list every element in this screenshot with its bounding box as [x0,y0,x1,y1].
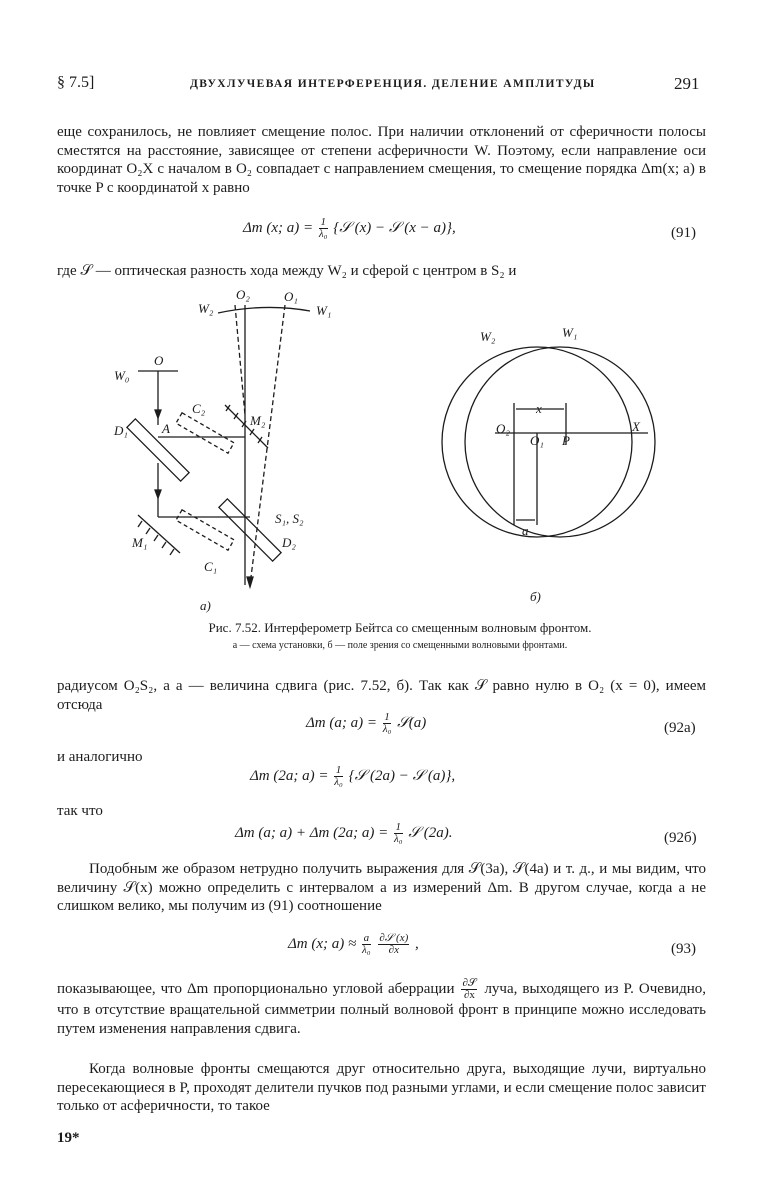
eq91-rhs: {𝒮 (x) − 𝒮 (x − a)}, [333,219,456,236]
equation-92-middle [250,765,455,788]
eq92a-fraction [383,712,392,735]
figure-caption: Рис. 7.52. Интерферометр Бейтса со смещенным волновым фронтом. [208,620,592,635]
paragraph-6: Подобным же образом нетрудно получить выражения для 𝒮(3a), 𝒮(4a) и т. д., и мы видим, что величину 𝒮(x) можно определить с интервалом a из измерений Δm. В другом случае, когда a не слишком велико, мы получим из (91) соотношение [57,861,706,915]
eq91-frac-den: λ₀ [318,228,328,240]
eq93-tail: , [415,935,419,952]
panel-b-label: б) [530,589,541,604]
running-title: ДВУХЛУЧЕВАЯ ИНТЕРФЕРЕНЦИЯ. ДЕЛЕНИЕ АМПЛИТУДЫ [190,78,596,90]
label-w0: W₀ [114,368,130,383]
paragraph-8: Когда волновые фронты смещаются друг относительно друга, выходящие лучи, виртуально пересекающиеся в P, проходят делители пучков под разными углами, и если смещение полос зависит только от асферичности, то такое [57,1061,706,1115]
compensator-c1 [176,510,234,550]
eq92mid-lhs: Δm (2a; a) = [250,767,329,784]
p7-frac-den: ∂x [463,989,475,1001]
paragraph-2: где 𝒮 — оптическая разность хода между W₂ и сферой с центром в S₂ и [57,263,517,279]
eq92a-frac-num: 1 [384,711,390,723]
page-number: 291 [674,74,700,93]
eq92mid-rhs: {𝒮 (2a) − 𝒮 (a)}, [348,767,456,784]
section-number: § 7.5] [57,74,95,91]
label-w1: W₁ [316,303,332,318]
beam-splitter-d2 [219,499,281,561]
eq92a-lhs: Δm (a; a) = [306,714,377,731]
eq93-frac-num: a [363,932,370,944]
eq93-fraction-2 [378,933,409,956]
p7-fraction [461,978,477,1001]
eq92a-frac-den: λ₀ [382,723,392,735]
equation-93-number: (93) [671,941,696,957]
label-c2: C₂ [192,401,206,416]
equation-93 [288,933,419,956]
equation-92a [306,712,426,735]
arrow-out [247,577,253,587]
label-b-x: x [536,401,542,416]
figure-7-52 [100,285,700,620]
label-o: O [154,353,164,368]
beam-dashed-2 [235,305,245,415]
label-a: A [162,421,170,436]
compensator-c2 [176,413,234,453]
eq92b-frac-num: 1 [395,821,402,833]
label-b-w1: W₁ [562,325,578,340]
label-b-o1: O₁ [530,433,544,448]
paragraph-3: радиусом O₂S₂, а a — величина сдвига (рис. 7.52, б). Так как 𝒮 равно нулю в O₂ (x = 0), имеем отсюда [57,678,706,713]
eq92a-rhs: 𝒮(a) [397,714,427,731]
equation-91 [243,217,456,240]
equation-92b-number: (92б) [664,830,697,846]
paragraph-4: и аналогично [57,749,143,765]
eq92b-frac-den: λ₀ [394,833,403,845]
equation-92a-number: (92а) [664,720,696,736]
arrow-1 [155,410,161,418]
eq93-fraction-1 [362,933,371,956]
label-m2: M₂ [250,413,266,428]
eq93-frac2-num: ∂𝒮 (x) [379,932,409,944]
eq92b-fraction [394,822,403,845]
label-d1: D₁ [114,423,128,438]
label-d2: D₂ [282,535,296,550]
p7-part-a: показывающее, что Δm пропорционально угловой аберрации [57,980,455,997]
eq92mid-frac-den: λ₀ [334,776,343,788]
eq93-frac-den: λ₀ [362,944,371,956]
equation-91-number: (91) [671,225,696,241]
paragraph-1: еще сохранилось, не повлияет смещение полос. При наличии отклонений от сферичности полосы сместятся на расстояние, зависящее от степени асферичности W. Поэтому, если направление оси координат O₂X с началом в O₂ совпадает с направлением смещения, то смещение порядка Δm(x; a) в точке P с координатой x равно [57,124,706,196]
eq92mid-frac-num: 1 [335,764,342,776]
label-c1: C₁ [204,559,218,574]
eq91-frac-num: 1 [320,216,326,228]
paragraph-7 [57,978,706,1038]
panel-a-label: а) [200,598,211,613]
label-b-p: P [562,433,570,448]
label-w2: W₂ [198,301,214,316]
p7-part-b: луча, выходящего из P. Очевидно, что в отсутствие вращательной симметрии полный волновой фронт в принципе можно исследовать путем изменения направления сдвига. [57,980,706,1037]
label-b-o2: O₂ [496,421,510,436]
eq92b-rhs: 𝒮 (2a). [408,824,453,841]
label-b-w2: W₂ [480,329,496,344]
signature-mark: 19* [57,1130,80,1146]
label-o2: O₂ [236,287,250,302]
equation-92b [235,822,452,845]
label-b-axis-x: X [632,419,640,434]
label-s1s2: S₁, S₂ [275,511,304,526]
eq93-frac2-den: ∂x [388,944,399,956]
eq93-lhs: Δm (x; a) ≈ [288,935,357,952]
eq91-fraction [319,217,328,240]
label-o1: O₁ [284,289,298,304]
eq92b-lhs: Δm (a; a) + Δm (2a; a) = [235,824,389,841]
label-m1: M₁ [132,535,148,550]
label-b-a: a [522,523,529,538]
wavefront-arc [218,307,310,313]
eq92mid-fraction [334,765,343,788]
figure-caption-sub: а — схема установки, б — поле зрения со смещенными волновыми фронтами. [232,640,568,651]
p7-frac-num: ∂𝒮 [462,977,477,989]
wavefront-w1-circle [465,347,655,537]
paragraph-5: так что [57,803,103,819]
arrow-2 [155,490,161,498]
eq91-lhs: Δm (x; a) = [243,219,314,236]
